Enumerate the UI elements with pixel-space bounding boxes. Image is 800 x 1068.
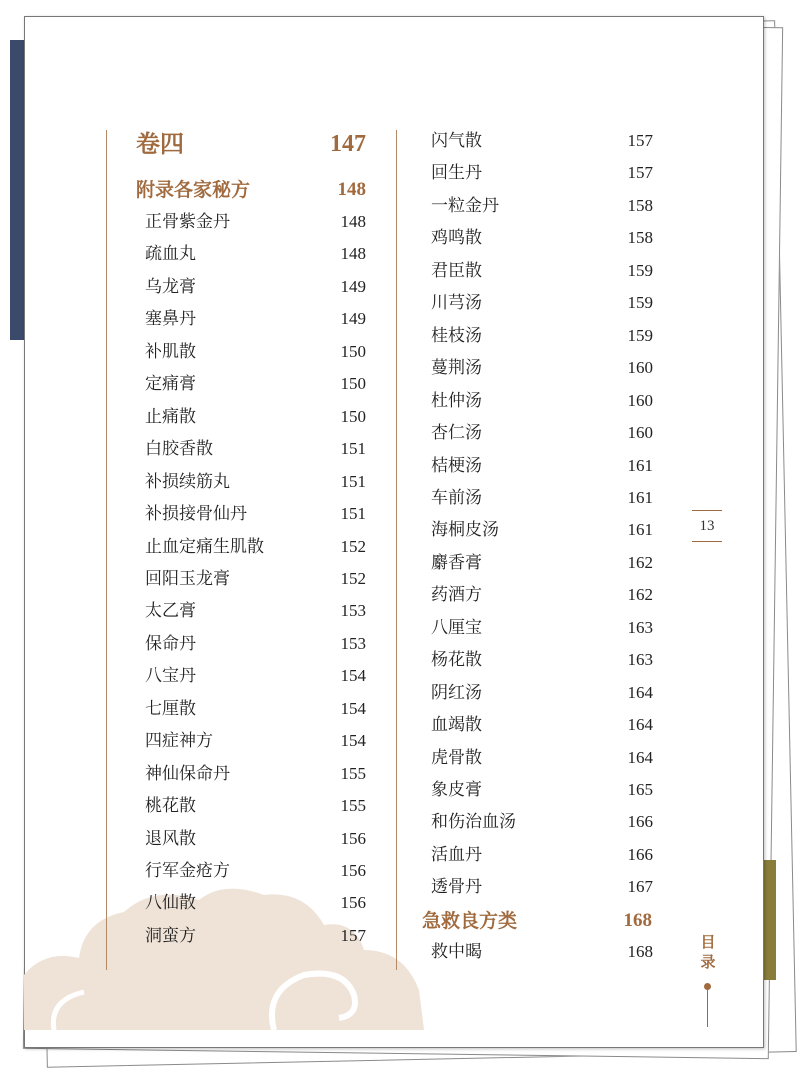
toc-entry[interactable] [431,840,653,870]
entry-page: 166 [627,812,653,832]
entry-page: 148 [340,212,366,231]
toc-entry[interactable] [145,337,366,367]
entry-page: 150 [340,374,366,394]
entry-title: 杜仲汤 [431,390,482,411]
entry-title: 药酒方 [431,585,482,606]
toc-entry[interactable] [431,386,653,416]
entry-page: 158 [627,228,653,248]
entry-title: 桃花散 [145,796,196,817]
entry-title: 车前汤 [431,487,482,508]
entry-page: 161 [627,520,653,540]
toc-entry[interactable] [145,402,366,432]
entry-title: 杏仁汤 [431,423,482,444]
entry-page: 155 [340,763,366,783]
volume-heading[interactable] [136,126,366,162]
entry-page: 149 [340,309,366,329]
section-title: 急救良方类 [422,910,518,932]
entry-page: 168 [627,942,653,961]
toc-entry[interactable] [145,564,366,594]
toc-entry[interactable] [145,532,366,562]
section-heading[interactable] [422,903,652,939]
entry-page: 148 [340,244,366,264]
entry-page: 163 [627,650,653,670]
toc-entry[interactable] [431,483,653,513]
entry-title: 保命丹 [145,633,196,654]
toc-entry[interactable] [145,759,366,789]
section-side-label: 目录 [700,933,716,971]
toc-entry[interactable] [431,580,653,610]
entry-title: 定痛膏 [145,374,196,395]
entry-page: 156 [340,861,366,880]
toc-entry[interactable] [145,596,366,626]
toc-entry[interactable] [431,191,653,221]
entry-title: 塞鼻丹 [145,309,196,330]
entry-title: 血竭散 [431,715,482,736]
entry-page: 151 [340,504,366,524]
middle-column-rule [396,130,397,970]
entry-title: 补肌散 [145,341,196,362]
section-title: 附录各家秘方 [136,179,251,201]
toc-entry[interactable] [145,921,366,951]
entry-page: 157 [627,163,653,183]
toc-entry[interactable] [431,710,653,740]
entry-page: 149 [340,276,366,296]
toc-entry[interactable] [431,223,653,253]
section-page: 168 [623,910,652,931]
toc-entry[interactable] [431,872,653,902]
entry-title: 八仙散 [145,893,196,914]
entry-page: 158 [627,195,653,215]
toc-entry[interactable] [145,888,366,918]
entry-page: 154 [340,698,366,718]
toc-entry[interactable] [145,629,366,659]
entry-page: 156 [340,893,366,913]
toc-entry[interactable] [431,645,653,675]
entry-title: 蔓荆汤 [431,358,482,379]
entry-title: 回阳玉龙膏 [145,568,230,589]
entry-title: 正骨紫金丹 [145,212,230,232]
entry-title: 洞蛮方 [145,925,196,946]
entry-title: 桂枝汤 [431,325,482,346]
entry-page: 157 [340,925,366,945]
entry-title: 行军金疮方 [145,861,230,881]
entry-page: 162 [627,552,653,572]
entry-page: 164 [627,682,653,702]
back-sheet-edge [764,860,776,980]
toc-entry[interactable] [145,272,366,302]
back-sheet-edge [10,40,24,340]
entry-page: 154 [340,731,366,751]
side-marker-line [707,987,708,1027]
heading-title: 卷四 [136,129,184,158]
toc-entry[interactable] [145,791,366,821]
entry-page: 166 [627,844,653,864]
toc-entry[interactable] [145,369,366,399]
entry-title: 鸡鸣散 [431,228,482,249]
entry-page: 152 [340,568,366,588]
entry-page: 159 [627,260,653,280]
entry-title: 四症神方 [145,731,213,752]
toc-entry[interactable] [145,207,366,237]
entry-title: 补损续筋丸 [145,471,230,492]
page-number: 13 [692,510,722,542]
toc-entry[interactable] [145,856,366,886]
entry-page: 162 [627,585,653,605]
entry-title: 和伤治血汤 [431,812,516,833]
entry-page: 160 [627,358,653,378]
entry-page: 160 [627,423,653,443]
entry-page: 165 [627,780,653,799]
toc-entry[interactable] [145,304,366,334]
entry-title: 疏血丸 [145,244,196,265]
entry-page: 151 [340,439,366,459]
toc-entry[interactable] [431,321,653,351]
entry-title: 象皮膏 [431,780,482,800]
toc-entry[interactable] [431,256,653,286]
entry-title: 海桐皮汤 [431,520,499,541]
toc-entry[interactable] [145,239,366,269]
toc-entry[interactable] [145,661,366,691]
toc-entry[interactable] [431,451,653,481]
toc-entry[interactable] [145,694,366,724]
toc-entry[interactable] [431,548,653,578]
section-page: 148 [337,179,366,200]
toc-entry[interactable] [431,353,653,383]
entry-page: 156 [340,828,366,848]
entry-page: 160 [627,390,653,410]
entry-title: 补损接骨仙丹 [145,504,247,525]
entry-page: 151 [340,471,366,491]
toc-entry[interactable] [431,158,653,188]
entry-page: 159 [627,293,653,313]
left-column-rule [106,130,107,970]
toc-entry[interactable] [145,824,366,854]
entry-title: 桔梗汤 [431,455,482,476]
entry-title: 退风散 [145,828,196,849]
toc-entry[interactable] [145,467,366,497]
entry-title: 透骨丹 [431,877,482,898]
toc-entry[interactable] [145,499,366,529]
entry-title: 七厘散 [145,698,196,719]
entry-page: 150 [340,341,366,361]
toc-entry[interactable] [431,775,653,805]
toc-entry[interactable] [431,515,653,545]
toc-entry[interactable] [431,126,653,156]
entry-title: 救中暍 [431,942,482,962]
entry-title: 回生丹 [431,163,482,184]
entry-title: 止血定痛生肌散 [145,536,264,557]
toc-entry[interactable] [431,937,653,967]
entry-page: 153 [340,633,366,653]
toc-entry[interactable] [431,743,653,773]
toc-entry[interactable] [431,678,653,708]
entry-page: 161 [627,487,653,507]
entry-title: 八厘宝 [431,617,482,638]
entry-page: 153 [340,601,366,621]
entry-page: 155 [340,796,366,816]
toc-entry[interactable] [431,288,653,318]
toc-entry[interactable] [431,418,653,448]
entry-page: 161 [627,455,653,475]
toc-entry[interactable] [145,434,366,464]
entry-page: 167 [627,877,653,897]
entry-title: 阴红汤 [431,682,482,703]
entry-title: 闪气散 [431,131,482,151]
entry-title: 川芎汤 [431,293,482,314]
toc-entry[interactable] [431,807,653,837]
entry-title: 神仙保命丹 [145,763,230,784]
entry-title: 太乙膏 [145,601,196,622]
heading-page: 147 [330,131,366,157]
entry-title: 活血丹 [431,844,482,865]
entry-page: 157 [627,131,653,150]
entry-title: 君臣散 [431,260,482,281]
entry-page: 150 [340,406,366,426]
entry-title: 一粒金丹 [431,195,499,216]
entry-title: 杨花散 [431,650,482,671]
entry-title: 虎骨散 [431,747,482,768]
entry-page: 154 [340,666,366,686]
entry-title: 止痛散 [145,406,196,427]
entry-title: 八宝丹 [145,666,196,687]
toc-entry[interactable] [145,726,366,756]
toc-entry[interactable] [431,613,653,643]
entry-title: 白胶香散 [145,439,213,460]
entry-page: 159 [627,325,653,345]
section-heading[interactable] [136,172,366,208]
entry-title: 乌龙膏 [145,276,196,297]
entry-page: 152 [340,536,366,556]
entry-title: 麝香膏 [431,552,482,573]
entry-page: 164 [627,747,653,767]
entry-page: 163 [627,617,653,637]
entry-page: 164 [627,715,653,735]
